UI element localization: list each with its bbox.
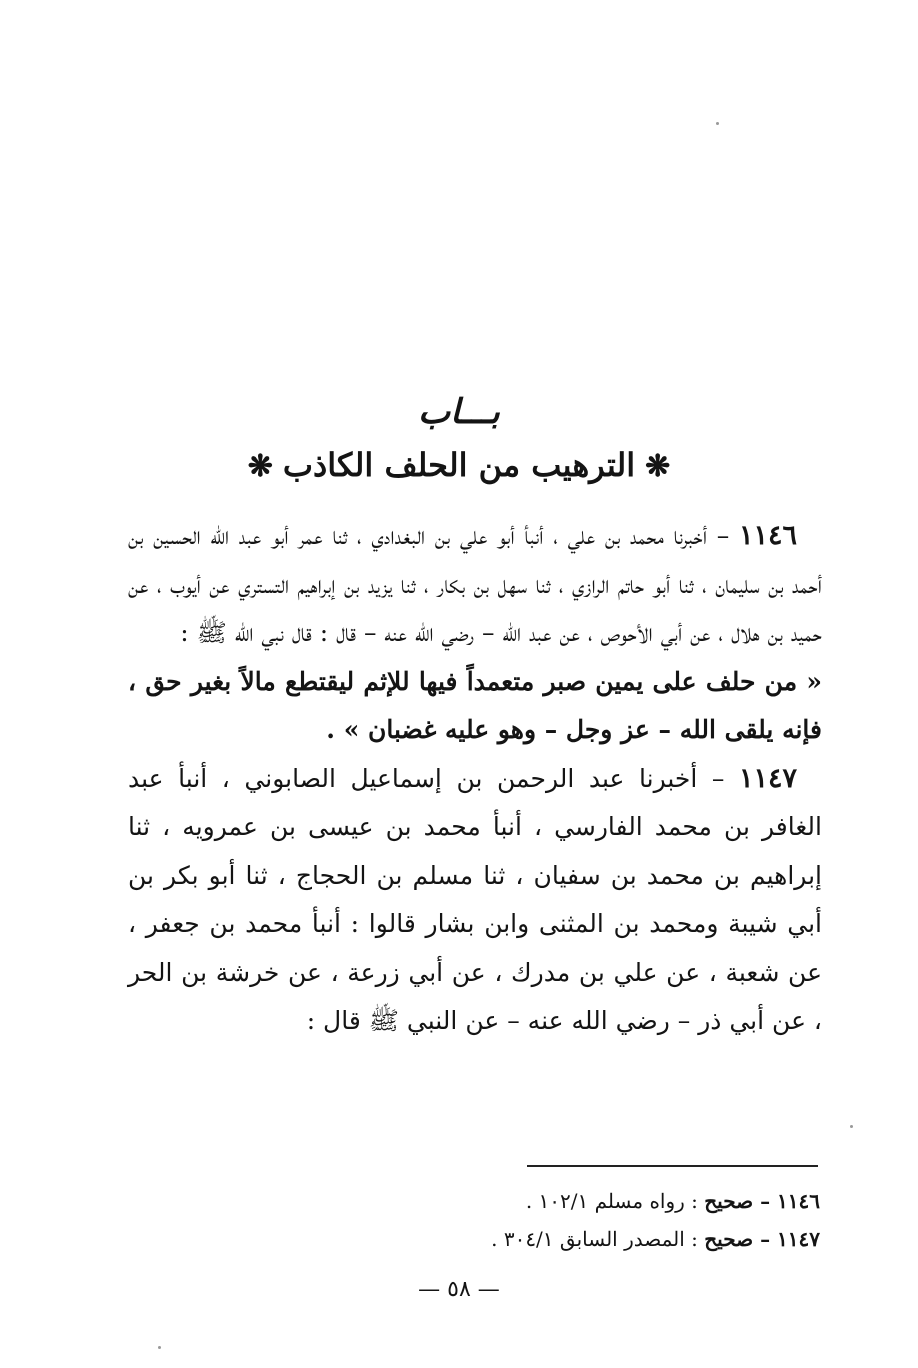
footnote-text: : رواه مسلم ١٠٢/١ . — [525, 1189, 705, 1213]
chapter-label: بـــاب — [418, 392, 500, 432]
footnote-grade: – صحيح — [704, 1189, 778, 1213]
footnote-number: ١١٤٦ — [777, 1189, 820, 1213]
chapter-title-text: الترهيب من الحلف الكاذب — [282, 446, 636, 484]
footnote-divider — [527, 1165, 818, 1167]
hadith-number: ١١٤٧ — [738, 762, 797, 794]
hadith-1147-isnad — [128, 755, 822, 1046]
footnotes — [380, 1182, 820, 1258]
chapter-title — [0, 446, 918, 496]
paper-speck — [158, 1346, 161, 1349]
paper-speck — [850, 1125, 853, 1128]
page-number: — ٥٨ — — [418, 1277, 500, 1302]
footnote-number: ١١٤٧ — [777, 1227, 820, 1251]
isnad-text: – أخبرنا محمد بن علي ، أنبأ أبو علي بن البغدادي ، ثنا عمر أبو عبد الله الحسين بن أحمد بن سليمان ، ثنا أبو حاتم الرازي ، ثنا سهل بن بكار ، ثنا يزيد بن إبراهيم التستري عن أيوب ، عن حميد بن هلال ، عن أبي الأحوص ، عن عبد الله – رضي الله عنه – قال : قال نبي الله ﷺ : — [128, 521, 822, 647]
footnote-text: : المصدر السابق ٣٠٤/١ . — [491, 1227, 705, 1251]
main-text — [128, 512, 822, 1046]
ornament-star-icon: ❋ — [645, 449, 671, 484]
hadith-1146-isnad — [128, 512, 822, 658]
ornament-star-icon: ❋ — [247, 449, 273, 484]
footnote-item — [380, 1182, 820, 1220]
hadith-number: ١١٤٦ — [738, 520, 797, 551]
footnote-grade: – صحيح — [704, 1227, 778, 1251]
hadith-1146-matn: « من حلف على يمين صبر متعمداً فيها للإثم ليقتطع مالاً بغير حق ، فإنه يلقى الله – عز وجل – وهو عليه غضبان » . — [128, 666, 822, 744]
footnote-item — [380, 1220, 820, 1258]
paper-speck — [716, 122, 719, 125]
isnad-text: – أخبرنا عبد الرحمن بن إسماعيل الصابوني ، أنبأ عبد الغافر بن محمد الفارسي ، أنبأ محمد بن عيسى بن عمرويه ، ثنا إبراهيم بن محمد بن سفيان ، ثنا مسلم بن الحجاج ، ثنا أبو بكر بن أبي شيبة ومحمد بن المثنى وابن بشار قالوا : أنبأ محمد بن جعفر ، عن شعبة ، عن علي بن مدرك ، عن أبي زرعة ، عن خرشة بن الحر ، عن أبي ذر – رضي الله عنه – عن النبي ﷺ قال : — [128, 763, 822, 1035]
